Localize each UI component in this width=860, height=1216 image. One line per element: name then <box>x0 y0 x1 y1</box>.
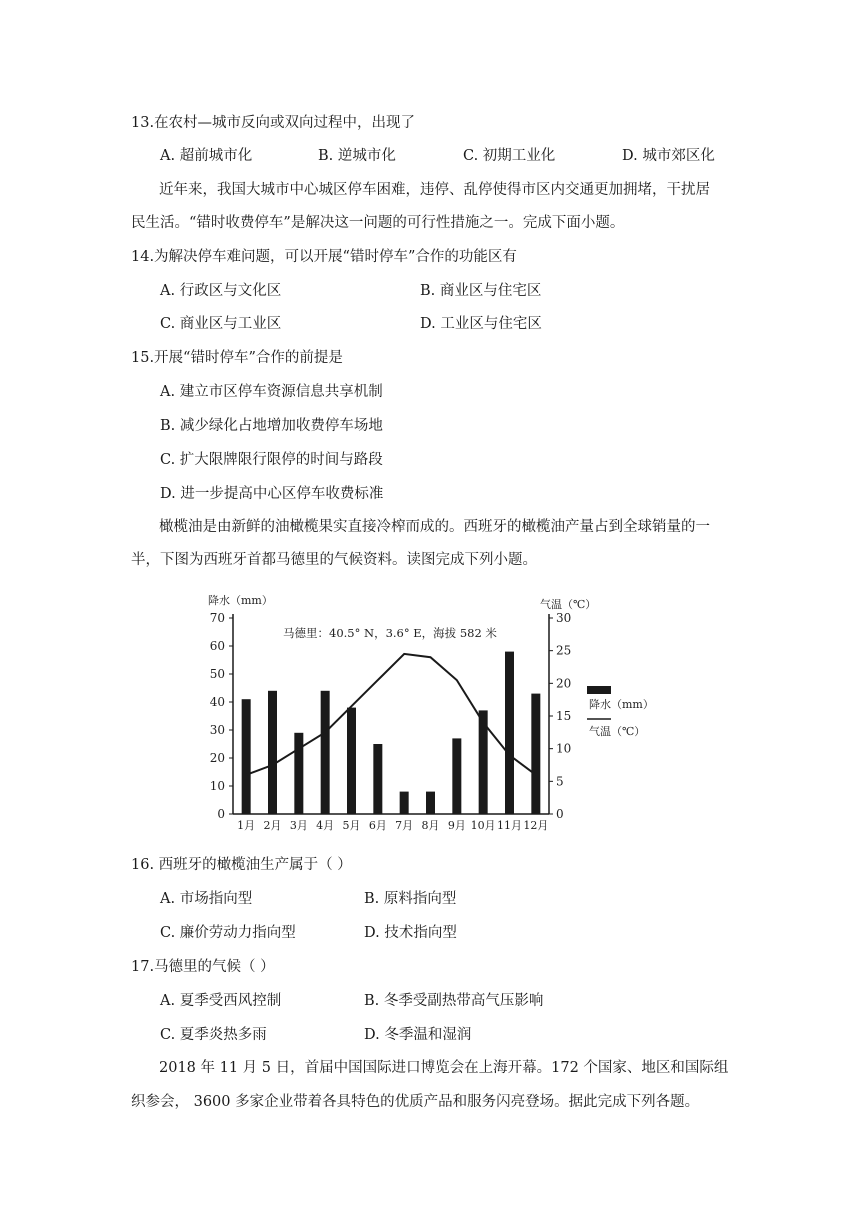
q16-option-b: B. 原料指向型 <box>364 891 457 907</box>
madrid-climate-chart <box>200 592 670 837</box>
legend-label-precip: 降水（mm） <box>589 698 654 711</box>
x-tick-label: 10月 <box>470 819 496 832</box>
left-tick-label: 20 <box>209 751 225 765</box>
precip-bar <box>505 652 514 814</box>
question-16-stem: 16. 西班牙的橄榄油生产属于（ ） <box>131 857 352 873</box>
left-tick-label: 40 <box>209 695 225 709</box>
left-tick-label: 30 <box>209 723 225 737</box>
q16-option-d: D. 技术指向型 <box>364 925 457 941</box>
temperature-line <box>246 654 536 775</box>
question-17-stem: 17.马德里的气候（ ） <box>131 959 275 975</box>
q17-option-b: B. 冬季受副热带高气压影响 <box>364 993 544 1009</box>
precip-bar <box>426 792 435 814</box>
precip-bar <box>452 738 461 814</box>
q14-option-b: B. 商业区与住宅区 <box>420 283 542 299</box>
left-tick-label: 0 <box>217 807 225 821</box>
right-tick-label: 5 <box>556 774 564 789</box>
q15-option-c: C. 扩大限牌限行限停的时间与路段 <box>160 452 383 468</box>
q17-option-a: A. 夏季受西风控制 <box>160 993 282 1009</box>
passage-2-line-2: 半，下图为西班牙首都马德里的气候资料。读图完成下列小题。 <box>131 552 537 568</box>
left-tick-label: 10 <box>209 779 225 793</box>
precip-bar <box>347 708 356 814</box>
right-tick-label: 25 <box>556 643 572 658</box>
x-tick-label: 8月 <box>421 819 440 832</box>
x-tick-label: 9月 <box>447 819 466 832</box>
right-tick-label: 30 <box>556 611 572 625</box>
x-tick-label: 3月 <box>289 819 308 832</box>
precip-bar <box>294 733 303 814</box>
precip-bar <box>242 699 251 814</box>
x-tick-label: 6月 <box>368 819 387 832</box>
precip-bar <box>373 744 382 814</box>
x-tick-label: 7月 <box>395 819 414 832</box>
q15-option-d: D. 进一步提高中心区停车收费标准 <box>160 486 384 502</box>
q14-option-c: C. 商业区与工业区 <box>160 316 282 332</box>
passage-2-line-1: 橄榄油是由新鲜的油橄榄果实直接冷榨而成的。西班牙的橄榄油产量占到全球销量的一 <box>159 519 710 535</box>
q13-option-a: A. 超前城市化 <box>160 148 253 164</box>
q17-option-d: D. 冬季温和湿润 <box>364 1027 472 1043</box>
passage-1-line-1: 近年来，我国大城市中心城区停车困难，违停、乱停使得市区内交通更加拥堵，干扰居 <box>159 182 710 198</box>
q13-option-c: C. 初期工业化 <box>463 148 556 164</box>
q16-option-c: C. 廉价劳动力指向型 <box>160 925 296 941</box>
right-tick-label: 10 <box>556 741 572 756</box>
x-tick-label: 4月 <box>316 819 335 832</box>
x-tick-label: 5月 <box>342 819 361 832</box>
right-tick-label: 15 <box>556 709 572 723</box>
q15-option-b: B. 减少绿化占地增加收费停车场地 <box>160 418 383 434</box>
chart-legend <box>587 686 654 738</box>
precip-bar <box>531 694 540 814</box>
chart-annotation: 马德里：40.5° N，3.6° E，海拔 582 米 <box>283 626 497 640</box>
precip-bar <box>321 691 330 814</box>
precip-bar <box>268 691 277 814</box>
left-tick-label: 60 <box>209 639 225 653</box>
right-axis-label: 气温（℃） <box>540 598 597 611</box>
x-tick-label: 1月 <box>237 819 256 832</box>
left-axis-label: 降水（mm） <box>208 594 273 607</box>
question-14-stem: 14.为解决停车难问题，可以开展“错时停车”合作的功能区有 <box>131 249 517 265</box>
passage-1-line-2: 民生活。“错时收费停车”是解决这一问题的可行性措施之一。完成下面小题。 <box>131 215 625 231</box>
passage-3-line-1: 2018 年 11 月 5 日，首届中国国际进口博览会在上海开幕。172 个国家、地区和国际组 <box>159 1060 729 1076</box>
q17-option-c: C. 夏季炎热多雨 <box>160 1027 267 1043</box>
q16-option-a: A. 市场指向型 <box>160 891 253 907</box>
x-tick-label: 2月 <box>263 819 282 832</box>
legend-bar-swatch <box>587 686 611 694</box>
left-tick-label: 70 <box>209 611 225 625</box>
left-tick-label: 50 <box>209 667 225 681</box>
question-13-stem: 13.在农村—城市反向或双向过程中，出现了 <box>131 115 416 131</box>
q14-option-a: A. 行政区与文化区 <box>160 283 282 299</box>
q13-option-b: B. 逆城市化 <box>318 148 396 164</box>
passage-3-line-2: 织参会， 3600 多家企业带着各具特色的优质产品和服务闪亮登场。据此完成下列各题。 <box>131 1094 700 1110</box>
precip-bar <box>400 792 409 814</box>
right-tick-label: 20 <box>556 676 572 691</box>
x-tick-label: 12月 <box>523 819 549 832</box>
q15-option-a: A. 建立市区停车资源信息共享机制 <box>160 384 383 400</box>
legend-label-temp: 气温（℃） <box>589 725 646 738</box>
q14-option-d: D. 工业区与住宅区 <box>420 316 542 332</box>
question-15-stem: 15.开展“错时停车”合作的前提是 <box>131 350 343 366</box>
x-tick-label: 11月 <box>497 819 522 832</box>
q13-option-d: D. 城市郊区化 <box>622 148 715 164</box>
right-tick-label: 0 <box>556 807 564 821</box>
